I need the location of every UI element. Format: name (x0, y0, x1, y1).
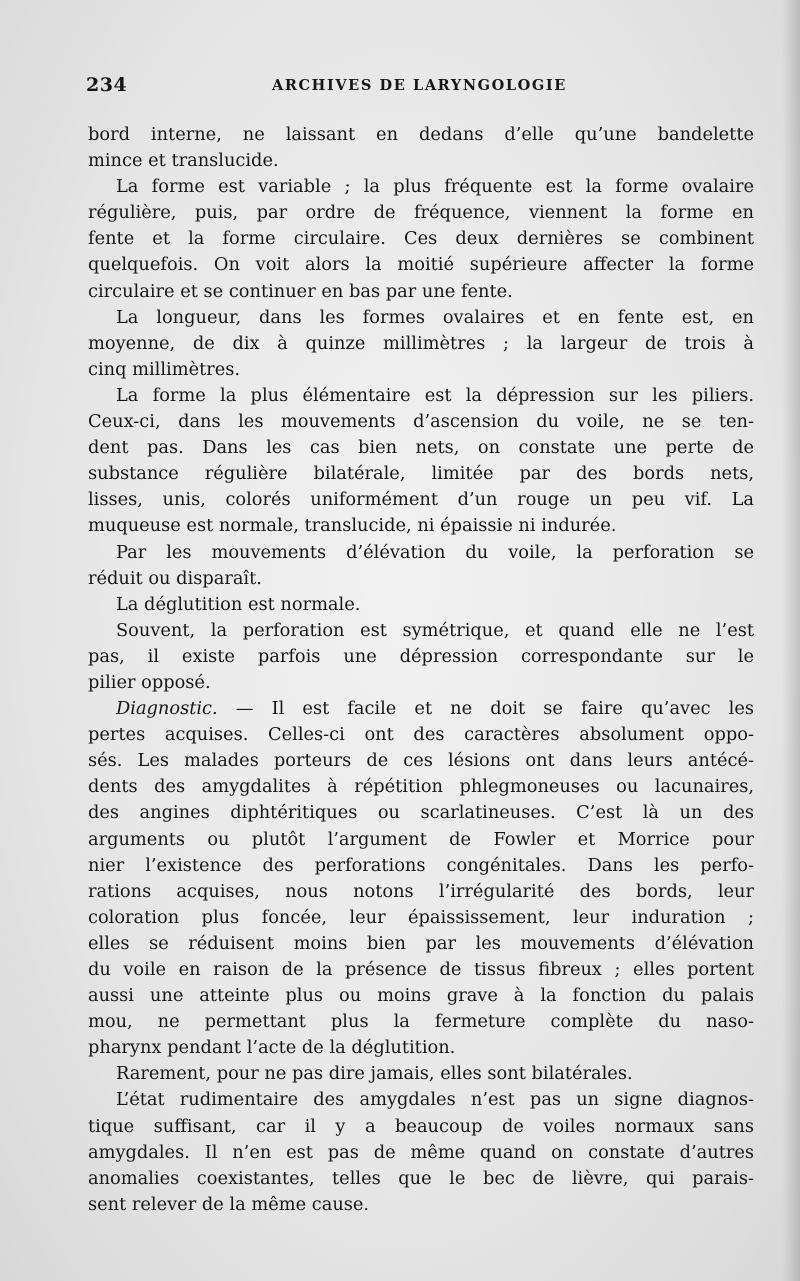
text-line: tique suffisant, car il y a beaucoup de voiles normaux sans (88, 1115, 754, 1137)
page-edge-shadow (782, 0, 800, 1281)
text-line: Souvent, la perforation est symétrique, et quand elle ne l’est (116, 619, 754, 641)
text-line: fente et la forme circulaire. Ces deux dernières se combinent (88, 228, 754, 250)
text-line: du voile en raison de la présence de tissus fibreux ; elles portent (88, 959, 754, 980)
text-line: La déglutition est normale. (116, 593, 361, 615)
text-line: nier l’existence des perforations congénitales. Dans les perfo- (88, 854, 754, 876)
text-line: Ceux-ci, dans les mouvements d’ascension du voile, ne se ten- (88, 411, 754, 433)
text-line: moyenne, de dix à quinze millimètres ; la largeur de trois à (88, 332, 754, 354)
text-line: rations acquises, nous notons l’irrégularité des bords, leur (88, 880, 754, 902)
page-number: 234 (86, 74, 128, 96)
text-line: Par les mouvements d’élévation du voile, la perforation se (116, 541, 754, 563)
text-line: amygdales. Il n’en est pas de même quand on constate d’autres (88, 1141, 754, 1163)
text-line: pertes acquises. Celles-ci ont des caractères absolument oppo- (88, 724, 754, 746)
running-header (86, 74, 750, 98)
text-line: Rarement, pour ne pas dire jamais, elles sont bilatérales. (116, 1063, 633, 1085)
text-line: dent pas. Dans les cas bien nets, on constate une perte de (88, 437, 754, 459)
text-line-diagnostic (88, 696, 754, 722)
running-title: ARCHIVES DE LARYNGOLOGIE (272, 77, 567, 94)
body-text (88, 122, 754, 1218)
text-line: pas, il existe parfois une dépression correspondante sur le (88, 645, 754, 667)
text-line: arguments ou plutôt l’argument de Fowler et Morrice pour (88, 828, 754, 850)
text-line: bord interne, ne laissant en dedans d’elle qu’une bandelette (88, 124, 754, 145)
text-line: cinq millimètres. (88, 358, 241, 380)
diagnostic-line-text: — Il est facile et ne doit se faire qu’avec les (235, 698, 754, 720)
text-line: des angines diphtéritiques ou scarlatineuses. C’est là un des (88, 802, 754, 824)
text-line: substance régulière bilatérale, limitée par des bords nets, (88, 463, 754, 485)
text-line: L’état rudimentaire des amygdales n’est pas un signe diagnos- (116, 1089, 754, 1111)
text-line: elles se réduisent moins bien par les mouvements d’élévation (88, 932, 754, 954)
diagnostic-label: Diagnostic. (116, 698, 218, 720)
text-line: pharynx pendant l’acte de la déglutition. (88, 1037, 456, 1059)
text-line: mince et translucide. (88, 150, 279, 172)
text-line: circulaire et se continuer en bas par une fente. (88, 280, 513, 302)
text-line: sés. Les malades porteurs de ces lésions ont dans leurs antécé- (88, 750, 754, 772)
text-line: pilier opposé. (88, 671, 211, 693)
text-line: sent relever de la même cause. (88, 1193, 370, 1215)
text-line: quelquefois. On voit alors la moitié supérieure affecter la forme (88, 254, 754, 276)
text-line: La longueur, dans les formes ovalaires et en fente est, en (116, 306, 754, 328)
text-line: muqueuse est normale, translucide, ni épaissie ni indurée. (88, 515, 617, 537)
text-line: réduit ou disparaît. (88, 567, 262, 589)
text-line: coloration plus foncée, leur épaississement, leur induration ; (88, 906, 754, 928)
text-line: La forme la plus élémentaire est la dépression sur les piliers. (116, 384, 754, 406)
text-line: mou, ne permettant plus la fermeture complète du naso- (88, 1011, 754, 1033)
text-line: La forme est variable ; la plus fréquente est la forme ovalaire (116, 176, 754, 198)
text-line: anomalies coexistantes, telles que le bec de lièvre, qui parais- (88, 1167, 754, 1189)
text-line: lisses, unis, colorés uniformément d’un rouge un peu vif. La (88, 489, 754, 511)
text-line: régulière, puis, par ordre de fréquence, viennent la forme en (88, 202, 754, 224)
text-line: dents des amygdalites à répétition phlegmoneuses ou lacunaires, (88, 776, 754, 798)
text-line: aussi une atteinte plus ou moins grave à la fonction du palais (88, 985, 754, 1007)
